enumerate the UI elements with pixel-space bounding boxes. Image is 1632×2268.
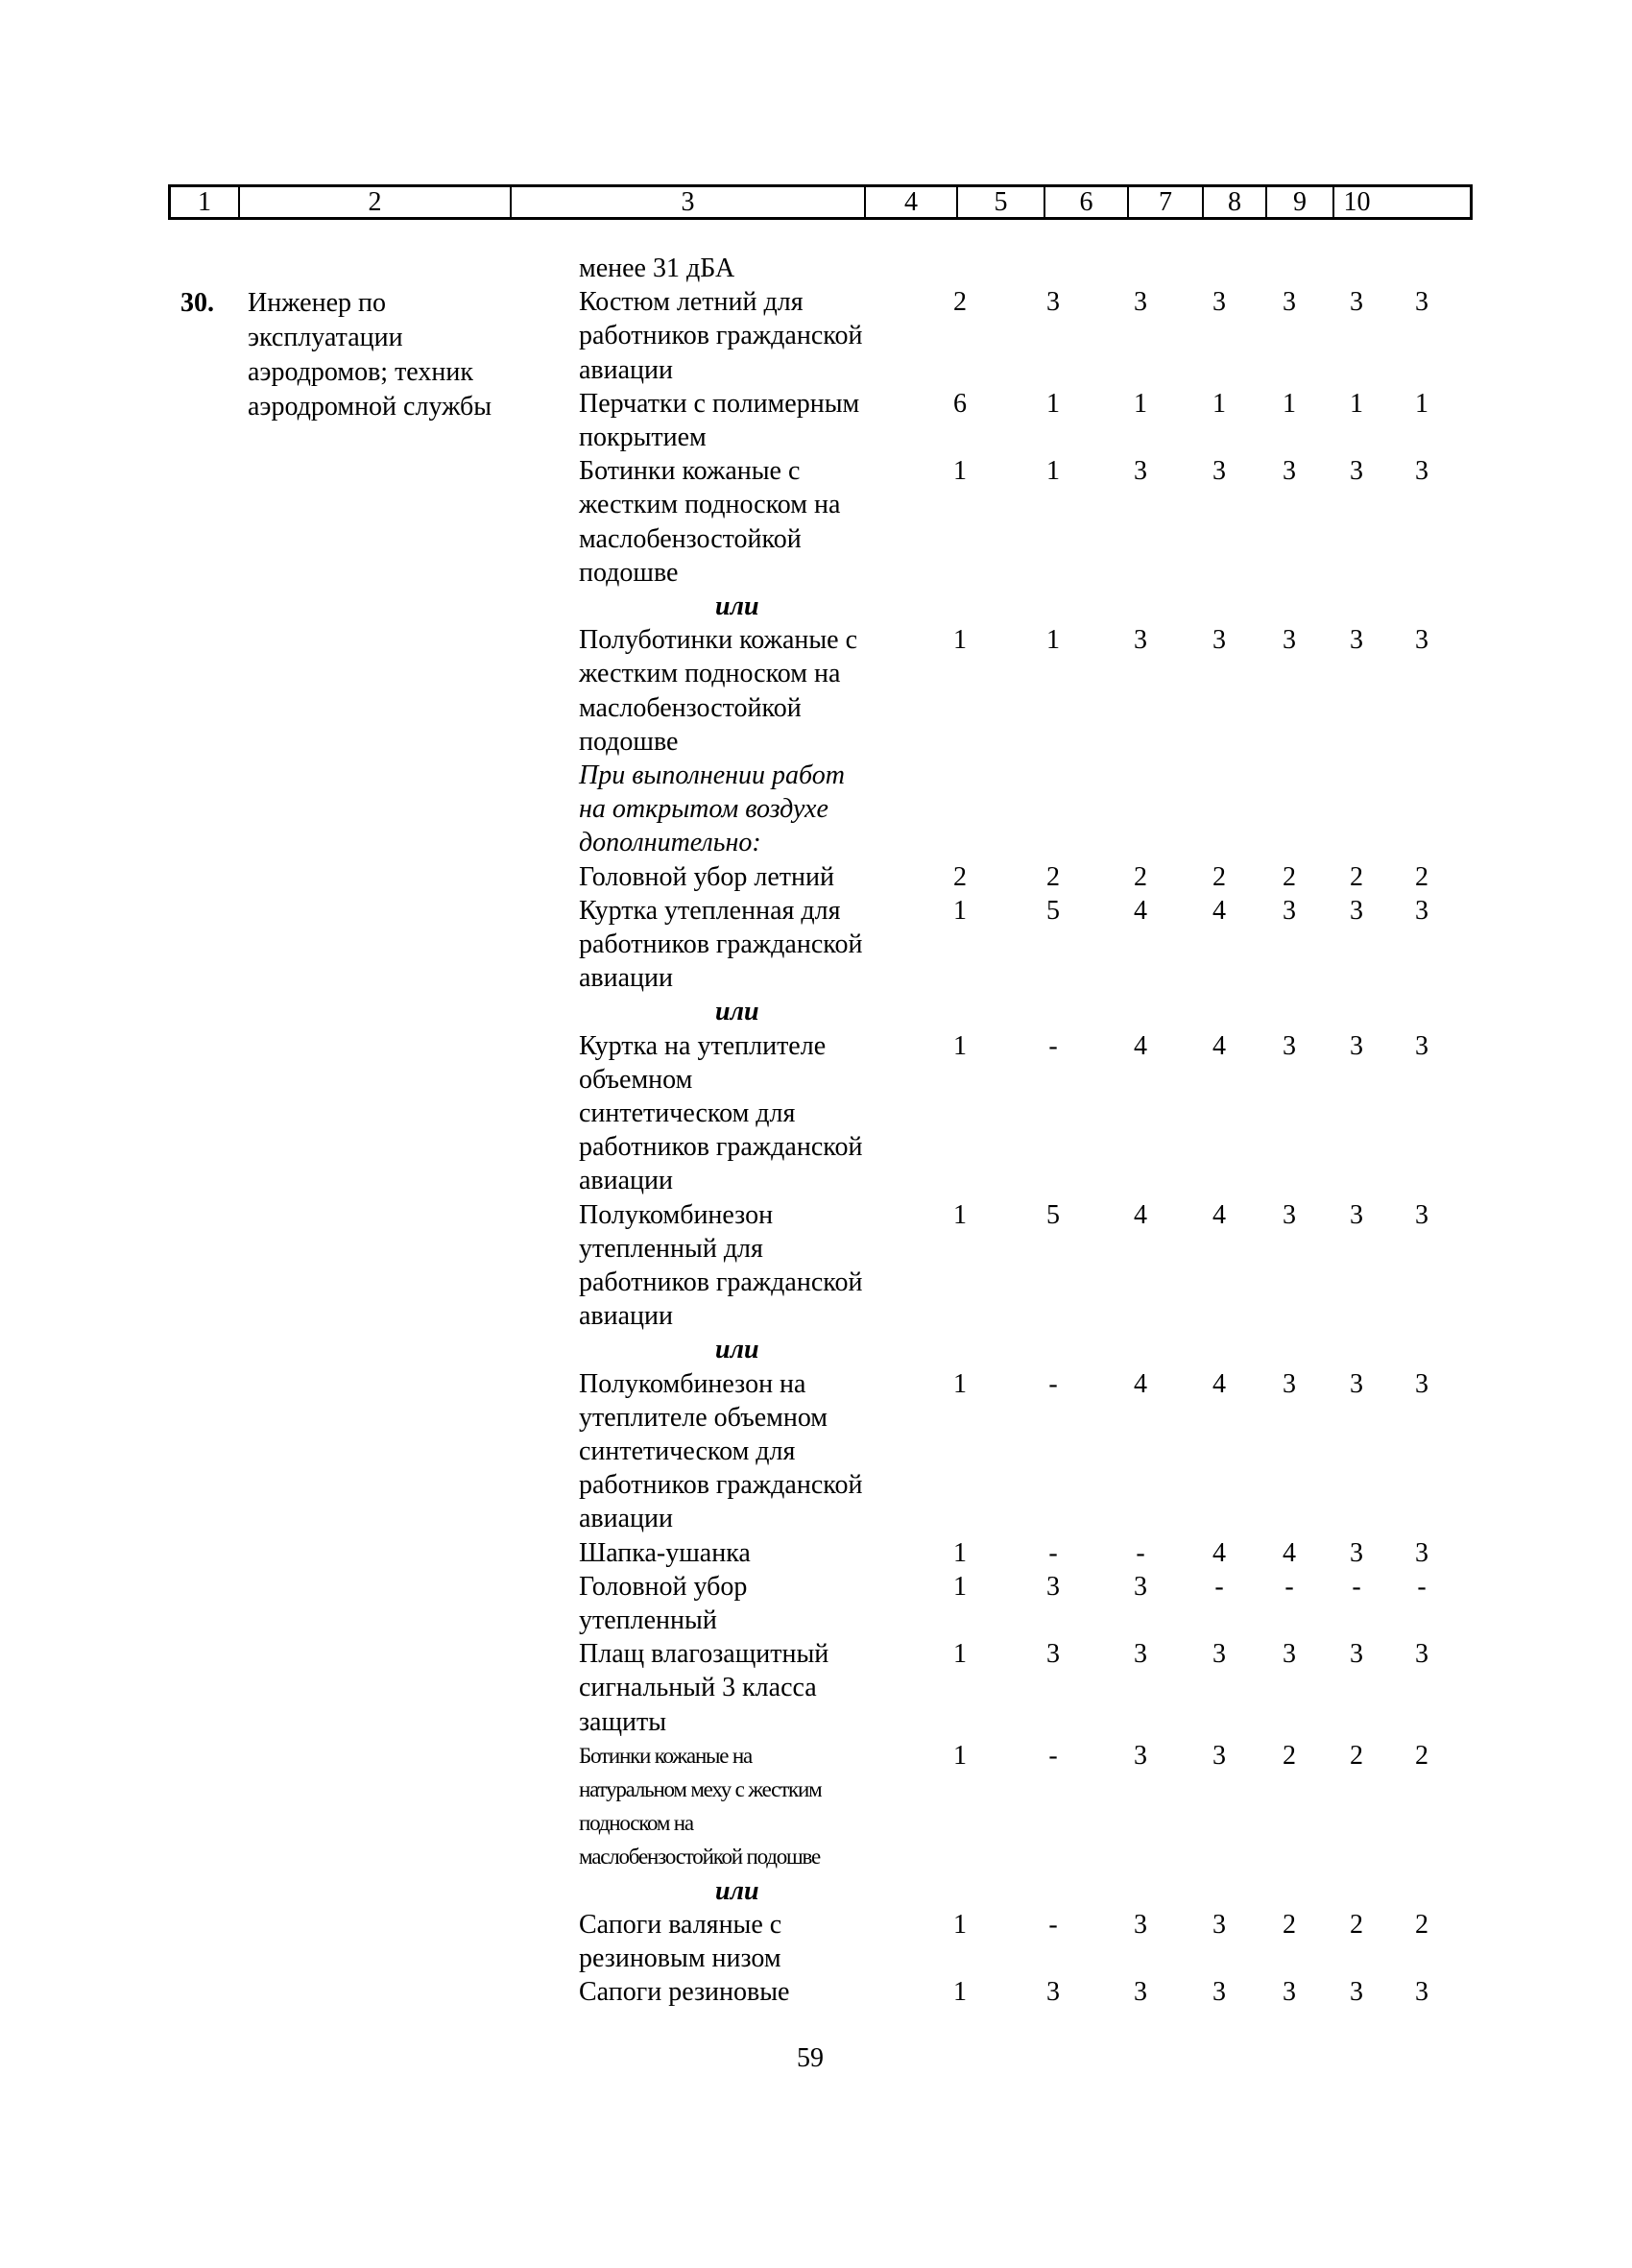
value-col-5: -	[1048, 1368, 1058, 1399]
item-name-line: защиты	[579, 1706, 667, 1737]
value-col-5: -	[1048, 1740, 1058, 1771]
value-col-10: 2	[1415, 861, 1428, 892]
item-name-line: авиации	[579, 963, 674, 994]
value-col-10: 3	[1415, 456, 1428, 487]
item-name-line: объемном	[579, 1064, 693, 1095]
item-name-line: подошве	[579, 557, 679, 588]
value-col-6: -	[1136, 1537, 1145, 1568]
page-number: 59	[797, 2043, 824, 2073]
value-col-9: 1	[1350, 388, 1363, 419]
item-name-line: синтетическом для	[579, 1436, 796, 1466]
value-col-8: 4	[1283, 1537, 1296, 1568]
item-name-line: Куртка утепленная для	[579, 895, 841, 926]
value-col-6: 3	[1134, 287, 1147, 318]
item-name-line: Ботинки кожаные на	[579, 1743, 752, 1768]
value-col-6: 3	[1134, 1977, 1147, 2008]
value-col-5: -	[1048, 1030, 1058, 1061]
note-line: дополнительно:	[579, 828, 761, 858]
column-header-5: 5	[958, 187, 1045, 217]
value-col-9: 3	[1350, 1368, 1363, 1399]
item-name-line: маслобензостойкой	[579, 523, 802, 554]
value-col-6: 2	[1134, 861, 1147, 892]
value-col-7: 3	[1212, 1740, 1226, 1771]
value-col-9: 3	[1350, 456, 1363, 487]
item-name-line: Сапоги валяные с	[579, 1909, 782, 1940]
value-col-4: 1	[953, 1571, 967, 1602]
value-col-4: 1	[953, 1199, 967, 1230]
value-col-4: 6	[953, 388, 967, 419]
column-header-6: 6	[1045, 187, 1129, 217]
value-col-5: 2	[1046, 861, 1060, 892]
column-header-9: 9	[1267, 187, 1334, 217]
item-name-line: работников гражданской	[579, 321, 863, 351]
value-col-7: 3	[1212, 1639, 1226, 1670]
item-name-line: Куртка на утеплителе	[579, 1030, 827, 1061]
item-name-line: авиации	[579, 354, 674, 385]
top-text: менее 31 дБА	[579, 253, 735, 283]
or-separator: или	[715, 1875, 759, 1906]
item-name-line: Костюм летний для	[579, 287, 804, 318]
item-name-line: Полукомбинезон на	[579, 1368, 806, 1399]
value-col-5: 3	[1046, 1639, 1060, 1670]
item-name-line: сигнальный 3 класса	[579, 1673, 817, 1703]
job-title-line: эксплуатации	[248, 323, 403, 352]
item-name-line: утеплителе объемном	[579, 1402, 828, 1433]
value-col-6: 3	[1134, 456, 1147, 487]
value-col-5: 5	[1046, 895, 1060, 926]
item-name-line: Плащ влагозащитный	[579, 1639, 829, 1670]
item-name-line: резиновым низом	[579, 1943, 781, 1973]
value-col-7: 1	[1212, 388, 1226, 419]
job-title-line: аэродромов; техник	[248, 357, 473, 387]
job-title	[248, 286, 536, 424]
value-col-5: -	[1048, 1909, 1058, 1940]
item-name-line: жестким подноском на	[579, 490, 841, 520]
item-name-line: подошве	[579, 726, 679, 757]
value-col-9: 3	[1350, 1199, 1363, 1230]
value-col-8: 3	[1283, 625, 1296, 656]
note-line: При выполнении работ	[579, 760, 845, 790]
item-name-line: утепленный для	[579, 1233, 763, 1264]
value-col-4: 1	[953, 895, 967, 926]
value-col-9: -	[1352, 1571, 1361, 1602]
value-col-8: 3	[1283, 456, 1296, 487]
item-name-line: авиации	[579, 1504, 674, 1534]
value-col-4: 1	[953, 1977, 967, 2008]
value-col-5: 1	[1046, 625, 1060, 656]
value-col-7: 4	[1212, 1537, 1226, 1568]
value-col-9: 3	[1350, 1977, 1363, 2008]
value-col-10: 3	[1415, 1537, 1428, 1568]
value-col-5: 1	[1046, 388, 1060, 419]
value-col-5: 1	[1046, 456, 1060, 487]
value-col-9: 2	[1350, 1740, 1363, 1771]
value-col-8: 2	[1283, 861, 1296, 892]
value-col-10: 1	[1415, 388, 1428, 419]
value-col-4: 1	[953, 1537, 967, 1568]
value-col-9: 2	[1350, 1909, 1363, 1940]
value-col-6: 3	[1134, 1639, 1147, 1670]
item-name-line: работников гражданской	[579, 1132, 863, 1163]
item-name-line: маслобензостойкой подошве	[579, 1845, 821, 1870]
or-separator: или	[715, 997, 759, 1027]
value-col-6: 4	[1134, 1368, 1147, 1399]
value-col-7: 4	[1212, 895, 1226, 926]
item-name-line: работников гражданской	[579, 929, 863, 959]
value-col-8: 3	[1283, 1977, 1296, 2008]
value-col-5: 3	[1046, 1977, 1060, 2008]
value-col-4: 1	[953, 1740, 967, 1771]
value-col-8: 3	[1283, 895, 1296, 926]
value-col-6: 3	[1134, 1740, 1147, 1771]
value-col-5: 5	[1046, 1199, 1060, 1230]
column-header-row	[168, 184, 1473, 220]
or-separator: или	[715, 1335, 759, 1365]
value-col-9: 3	[1350, 1030, 1363, 1061]
value-col-10: 3	[1415, 1030, 1428, 1061]
value-col-6: 3	[1134, 1909, 1147, 1940]
value-col-4: 1	[953, 1368, 967, 1399]
item-name-line: работников гражданской	[579, 1267, 863, 1297]
item-name-line: Сапоги резиновые	[579, 1977, 790, 2008]
value-col-8: 1	[1283, 388, 1296, 419]
item-name-line: покрытием	[579, 422, 707, 452]
item-name-line: работников гражданской	[579, 1470, 863, 1501]
item-name-line: авиации	[579, 1301, 674, 1332]
or-separator: или	[715, 591, 759, 621]
value-col-9: 3	[1350, 1639, 1363, 1670]
item-name-line: Шапка-ушанка	[579, 1537, 751, 1568]
value-col-7: 2	[1212, 861, 1226, 892]
item-name-line: Головной убор летний	[579, 861, 834, 892]
value-col-7: -	[1214, 1571, 1224, 1602]
item-name-line: утепленный	[579, 1605, 717, 1635]
value-col-10: 3	[1415, 1639, 1428, 1670]
value-col-7: 3	[1212, 287, 1226, 318]
value-col-4: 2	[953, 861, 967, 892]
item-name-line: маслобензостойкой	[579, 692, 802, 723]
column-header-4: 4	[866, 187, 958, 217]
value-col-4: 1	[953, 1909, 967, 1940]
value-col-9: 2	[1350, 861, 1363, 892]
item-name-line: синтетическом для	[579, 1098, 796, 1128]
value-col-7: 3	[1212, 625, 1226, 656]
item-name-line: натуральном меху с жестким	[579, 1777, 822, 1801]
value-col-10: 2	[1415, 1909, 1428, 1940]
value-col-5: -	[1048, 1537, 1058, 1568]
value-col-9: 3	[1350, 625, 1363, 656]
value-col-6: 3	[1134, 1571, 1147, 1602]
value-col-8: 3	[1283, 1368, 1296, 1399]
item-name-line: Полуботинки кожаные с	[579, 625, 858, 656]
value-col-8: 3	[1283, 1030, 1296, 1061]
value-col-10: 3	[1415, 895, 1428, 926]
value-col-10: 3	[1415, 1977, 1428, 2008]
value-col-8: -	[1284, 1571, 1294, 1602]
value-col-8: 2	[1283, 1740, 1296, 1771]
value-col-7: 3	[1212, 456, 1226, 487]
column-header-2: 2	[240, 187, 512, 217]
value-col-4: 2	[953, 287, 967, 318]
column-header-10: 10	[1343, 187, 1371, 217]
value-col-6: 4	[1134, 895, 1147, 926]
value-col-10: -	[1417, 1571, 1427, 1602]
value-col-7: 3	[1212, 1977, 1226, 2008]
value-col-10: 3	[1415, 1368, 1428, 1399]
value-col-9: 3	[1350, 287, 1363, 318]
column-header-3: 3	[512, 187, 866, 217]
value-col-9: 3	[1350, 1537, 1363, 1568]
value-col-8: 3	[1283, 287, 1296, 318]
value-col-5: 3	[1046, 287, 1060, 318]
item-name-line: Ботинки кожаные с	[579, 456, 801, 487]
value-col-10: 2	[1415, 1740, 1428, 1771]
value-col-10: 3	[1415, 1199, 1428, 1230]
value-col-4: 1	[953, 625, 967, 656]
value-col-6: 4	[1134, 1030, 1147, 1061]
note-line: на открытом воздухе	[579, 794, 828, 825]
value-col-8: 2	[1283, 1909, 1296, 1940]
value-col-7: 4	[1212, 1368, 1226, 1399]
value-col-6: 4	[1134, 1199, 1147, 1230]
value-col-10: 3	[1415, 625, 1428, 656]
column-header-1: 1	[171, 187, 240, 217]
row-number: 30.	[180, 288, 214, 318]
value-col-7: 3	[1212, 1909, 1226, 1940]
value-col-8: 3	[1283, 1639, 1296, 1670]
value-col-6: 1	[1134, 388, 1147, 419]
job-title-line: Инженер по	[248, 288, 387, 318]
item-name-line: жестким подноском на	[579, 659, 841, 689]
value-col-4: 1	[953, 456, 967, 487]
item-name-line: Перчатки с полимерным	[579, 388, 860, 419]
item-name-line: авиации	[579, 1166, 674, 1196]
value-col-4: 1	[953, 1030, 967, 1061]
value-col-8: 3	[1283, 1199, 1296, 1230]
item-name-line: Полукомбинезон	[579, 1199, 774, 1230]
job-title-line: аэродромной службы	[248, 392, 492, 422]
value-col-5: 3	[1046, 1571, 1060, 1602]
column-header-8: 8	[1204, 187, 1267, 217]
item-name-line: подноском на	[579, 1811, 693, 1836]
value-col-7: 4	[1212, 1030, 1226, 1061]
value-col-9: 3	[1350, 895, 1363, 926]
value-col-6: 3	[1134, 625, 1147, 656]
item-name-line: Головной убор	[579, 1571, 748, 1602]
column-header-7: 7	[1129, 187, 1204, 217]
value-col-10: 3	[1415, 287, 1428, 318]
value-col-7: 4	[1212, 1199, 1226, 1230]
value-col-4: 1	[953, 1639, 967, 1670]
